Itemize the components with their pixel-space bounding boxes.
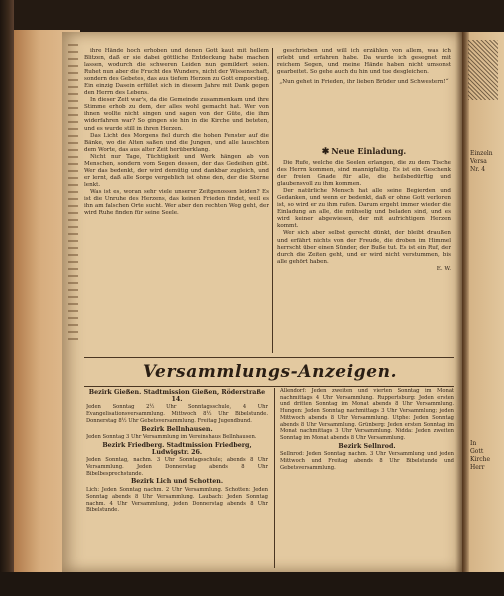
right-page-line: Versa xyxy=(470,158,487,165)
district-title: Bezirk Lich und Schotten. xyxy=(130,478,224,486)
quote: „Nun gehet in Frieden, ihr lieben Brüder und Schwestern!“ xyxy=(279,79,449,86)
right-page-line: In xyxy=(470,440,477,447)
district-title: Bezirk Gießen. Stadtmission Gießen, Röderstraße 14. xyxy=(88,389,266,403)
book-gutter xyxy=(455,32,469,572)
right-page-masthead-ornament xyxy=(468,40,498,100)
district-title: Bezirk Bellnhausen. xyxy=(141,425,213,433)
paragraph: Wer sich aber selbst gerecht dünkt, der bleibt draußen und erfährt nichts von der Freude, die droben im Himmel herrscht über einen Sünder, der Buße tut. Es ist ein Ruf, der durch die Zeiten geht, und er wird nicht verstummen, bis alle gehört haben. xyxy=(277,230,451,265)
right-page-line: Gott xyxy=(470,448,484,455)
district-body: Jeden Sonntag 3 Uhr Versammlung im Vereinshaus Bellnhausen. xyxy=(86,434,257,441)
article-column-right xyxy=(277,160,451,352)
district-title: Bezirk Sellnrod. xyxy=(338,442,396,450)
district-body: Jeden Sonntag, nachm. 3 Uhr Sonntagsschule; abends 8 Uhr Versammlung. Jeden Donnerstag abends 8 Uhr Bibelbesprechstunde. xyxy=(86,457,268,477)
section-rule xyxy=(84,357,454,358)
announcements-divider xyxy=(274,388,275,568)
district-body: Allendorf: Jeden zweiten und vierten Sonntag im Monat nachmittags 4 Uhr Versammlung. Ruppertsburg: Jeden ersten und dritten Sonntag im Monat abends 8 Uhr Versammlung. Hungen: Jeden Sonntag nachmittags 3 Uhr Versammlung; jeden Mittwoch abends 8 Uhr Versammlung. Utphe: Jeden Sonntag abends 8 Uhr Versammlung. Grünberg: Jeden ersten Sonntag im Monat nachmittags 3 Uhr Versammlung. Nidda: Jeden zweiten Sonntag im Monat abends 8 Uhr Versammlung. xyxy=(280,388,454,441)
paragraph: Der natürliche Mensch hat alle seine Begierden und Gedanken, und wenn er bedenkt, daß er ohne Gott verloren ist, so wird er zu ihm rufen. Darum ergeht immer wieder die Einladung an alle, die mühselig und beladen sind, und es wird keiner abgewiesen, der mit aufrichtigem Herzen kommt. xyxy=(277,188,451,230)
paragraph: geschrieben und will ich erzählen von allem, was ich erlebt und erfahren habe. Da wurde ich gesegnet mit reichem Segen, und meine Hände haben nicht umsonst gearbeitet. So gehe auch du hin und tue desgleichen. xyxy=(277,48,451,76)
right-page-line: Herr xyxy=(470,464,485,471)
district-title: Bezirk Friedberg. Stadtmission Friedberg, Ludwigstr. 26. xyxy=(102,441,252,456)
district-body: Jeden Sonntag 2½ Uhr Sonntagsschule, 4 Uhr Evangelisationsversammlung. Mittwoch 8½ Uhr Bibelstunde. Donnerstag 8½ Uhr Gebetsversammlung. Freitag Jugendbund. xyxy=(86,404,268,424)
article-column-right-top xyxy=(277,48,451,140)
district-body: Lich: Jeden Sonntag nachm. 2 Uhr Versammlung. Schotten: Jeden Sonntag abends 8 Uhr Versammlung. Laubach: Jeden Sonntag nachm. 4 Uhr Versammlung, jeden Donnerstag abends 8 Uhr Bibelstunde. xyxy=(86,487,268,514)
right-page-line: Kirche xyxy=(470,456,491,463)
right-page-text-lower xyxy=(470,440,504,472)
article-heading: ✱ Neue Einladung. xyxy=(321,146,407,157)
book-spine xyxy=(0,0,14,596)
article-column-left xyxy=(84,48,269,353)
background-top xyxy=(0,0,504,32)
right-page-line: Einzeln xyxy=(470,150,493,157)
left-page-text-strip xyxy=(68,44,78,344)
paragraph: In dieser Zeit war's, da die Gemeinde zusammenkam und ihre Stimme erhob zu dem, der alles wohl gemacht hat. Wer von ihnen wollte nicht singen und sagen von der Güte, die ihm widerfahren war? So gingen sie hin in die Kirche und beteten, und es wurde still in ihren Herzen. xyxy=(84,97,269,132)
column-divider xyxy=(272,48,273,353)
district-body: Sellnrod: Jeden Sonntag nachm. 3 Uhr Versammlung und jeden Mittwoch und Freitag abends 8 Uhr Bibelstunde und Gebetsversammlung. xyxy=(280,451,454,471)
background-bottom xyxy=(0,572,504,596)
paragraph: Was ist es, woran sehr viele unserer Zeitgenossen leiden? Es ist die Unruhe des Herzens, das keinen Frieden findet, weil es ihn am falschen Orte sucht. Wer aber den rechten Weg geht, der wird Ruhe finden für seine Seele. xyxy=(84,188,269,217)
paragraph: Die Rufe, welche die Seelen erlangen, die zu dem Tische des Herrn kommen, sind mannigfaltig. Es ist ein Geschenk der freien Gnade für alle, die heilsbedürftig und glaubensvoll zu ihm kommen. xyxy=(277,160,451,188)
banner-rule xyxy=(84,386,454,387)
section-banner: Versammlungs-Anzeigen. xyxy=(142,362,398,382)
right-page-text xyxy=(470,150,504,174)
paragraph: ihre Hände hoch erhoben und denen Gott kaut mit hellem Blitzen, daß er sie dabei göttliche Entdeckung habe machen lassen, wodurch die schweren Leiden nun gemildert seien. Ruhet nun aber die Frucht des Wunders, nicht der Wissenschaft, sondern des Gebetes, das aus tiefem Herzen zu Gott emporstieg. Ein einzig Dasein erfüllet sich in diesem Jahre mit Dank gegen den Herrn des Lebens. xyxy=(84,48,269,97)
signature: E. W. xyxy=(436,265,451,272)
right-page-line: Nr. 4 xyxy=(470,166,486,173)
announcements-left xyxy=(86,388,268,566)
paragraph: Nicht nur Tage, Tüchtigkeit und Werk hängen ab von Menschen, sondern vom Segen dessen, der das Gedeihen gibt. Wer das bedenkt, der wird demütig und dankbar zugleich, und er lernt, daß alle Sorge vergeblich ist ohne den, der die Sterne lenkt. xyxy=(84,153,269,188)
paragraph: Das Licht des Morgens fiel durch die hohen Fenster auf die Bänke, wo die Alten saßen und die Jungen, und alle lauschten dem Worte, das aus alter Zeit herüberklang. xyxy=(84,132,269,153)
announcements-right xyxy=(280,388,454,566)
star-icon: ✱ xyxy=(321,147,330,157)
